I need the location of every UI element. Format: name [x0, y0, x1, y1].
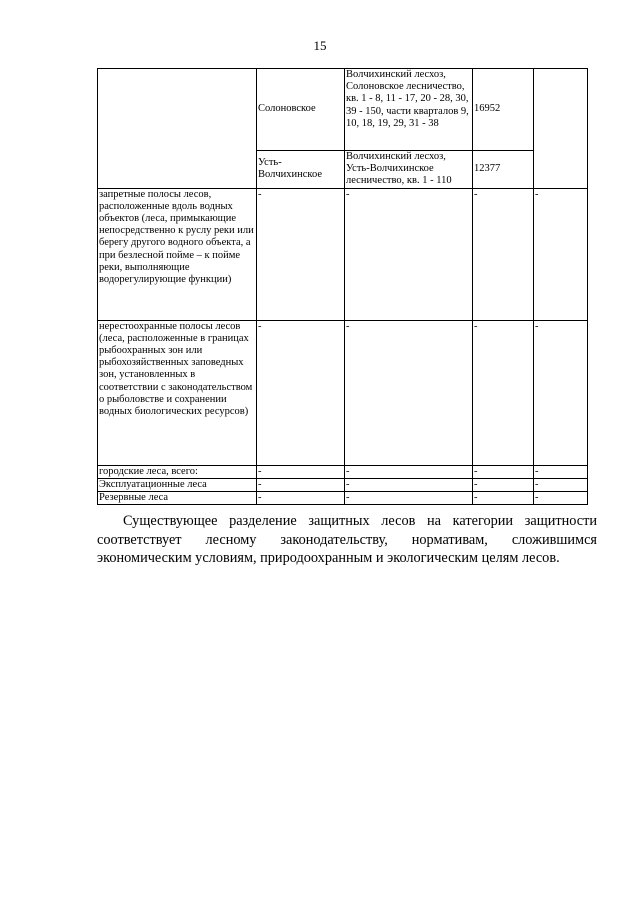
district-cell: Солоновское — [257, 69, 345, 151]
forestry-cell: - — [345, 188, 473, 320]
area-cell: - — [473, 492, 534, 505]
forestry-cell: - — [345, 320, 473, 465]
district-cell: - — [257, 492, 345, 505]
category-cell: нерестоохранные полосы лесов (леса, расположенные в границах рыбоохранных зон или рыбохозяйственных заповедных зон, установленных в соответствии с законодательством о рыболовстве и сохранении водных биологических ресурсов) — [98, 320, 257, 465]
district-cell: - — [257, 465, 345, 478]
forestry-cell: Волчихинский лесхоз, Солоновское лесничество, кв. 1 - 8, 11 - 17, 20 - 28, 30, 39 - 150, части кварталов 9, 10, 18, 19, 29, 31 - 38 — [345, 69, 473, 151]
table-row — [98, 465, 588, 478]
extra-cell — [534, 69, 588, 189]
extra-cell: - — [534, 320, 588, 465]
table-row — [98, 492, 588, 505]
area-cell: - — [473, 465, 534, 478]
category-cell: Эксплуатационные леса — [98, 478, 257, 491]
category-cell: городские леса, всего: — [98, 465, 257, 478]
page-number: 15 — [313, 38, 327, 53]
area-cell: - — [473, 320, 534, 465]
table-row — [98, 69, 588, 151]
forestry-cell: Волчихинский лесхоз, Усть-Волчихинское лесничество, кв. 1 - 110 — [345, 151, 473, 189]
area-cell: - — [473, 188, 534, 320]
table-row — [98, 478, 588, 491]
category-cell: Резервные леса — [98, 492, 257, 505]
district-cell: - — [257, 188, 345, 320]
district-cell: - — [257, 320, 345, 465]
table-row — [98, 188, 588, 320]
table-row — [98, 320, 588, 465]
extra-cell: - — [534, 465, 588, 478]
extra-cell: - — [534, 492, 588, 505]
category-cell — [98, 69, 257, 189]
extra-cell: - — [534, 188, 588, 320]
category-cell: запретные полосы лесов, расположенные вдоль водных объектов (леса, примыкающие непосредственно к руслу реки или берегу другого водного объекта, а при безлесной пойме – к пойме реки, выполняющие водорегулирующие функции) — [98, 188, 257, 320]
forestry-cell: - — [345, 465, 473, 478]
area-cell: - — [473, 478, 534, 491]
forestry-cell: - — [345, 478, 473, 491]
forest-protection-table — [97, 68, 588, 505]
district-cell: Усть-Волчихинское — [257, 151, 345, 189]
body-paragraph: Существующее разделение защитных лесов на категории защитности соответствует лесному законодательству, нормативам, сложившимся экономическим условиям, природоохранным и экологическим целям лесов. — [97, 513, 597, 566]
forestry-cell: - — [345, 492, 473, 505]
area-cell: 16952 — [473, 69, 534, 151]
area-cell: 12377 — [473, 151, 534, 189]
district-cell: - — [257, 478, 345, 491]
extra-cell: - — [534, 478, 588, 491]
